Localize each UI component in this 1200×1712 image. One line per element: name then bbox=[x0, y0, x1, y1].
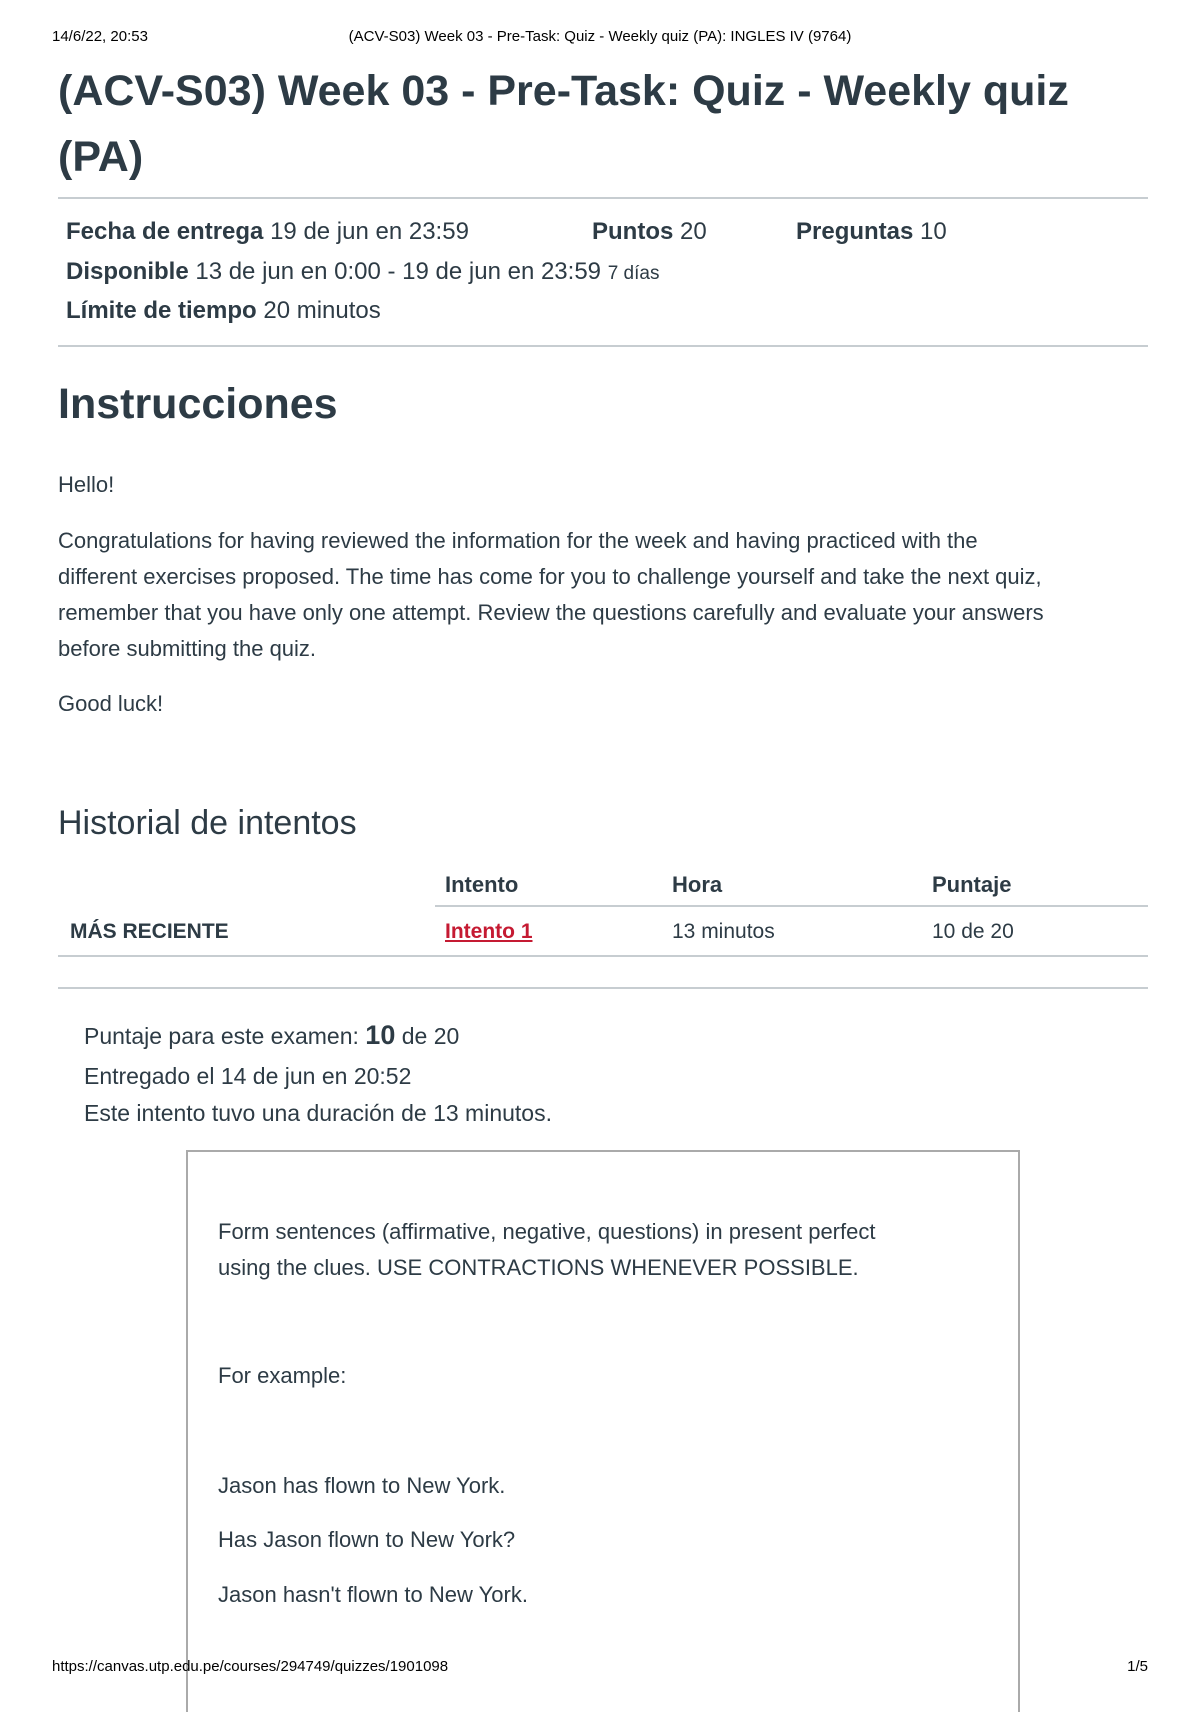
question-example-3: Jason hasn't flown to New York. bbox=[218, 1582, 528, 1607]
points-label: Puntos bbox=[592, 218, 674, 245]
attempt-link[interactable]: Intento 1 bbox=[445, 920, 533, 943]
meta-questions bbox=[796, 218, 947, 246]
score-prefix: Puntaje para este examen: bbox=[84, 1023, 359, 1049]
question-example-label: For example: bbox=[218, 1363, 347, 1388]
history-header-divider bbox=[435, 905, 1148, 907]
instructions-closing: Good luck! bbox=[58, 691, 164, 716]
instructions-greeting: Hello! bbox=[58, 472, 115, 497]
page-title: (ACV-S03) Week 03 - Pre-Task: Quiz - Weekly quiz (PA) bbox=[58, 67, 1069, 181]
question-instruction-line-2: using the clues. USE CONTRACTIONS WHENEVER POSSIBLE. bbox=[218, 1255, 859, 1280]
meta-available bbox=[66, 258, 659, 286]
print-title: (ACV-S03) Week 03 - Pre-Task: Quiz - Weekly quiz (PA): INGLES IV (9764) bbox=[348, 28, 852, 45]
score-suffix: de 20 bbox=[401, 1023, 460, 1049]
score-line bbox=[84, 1020, 459, 1051]
history-col-score: Puntaje bbox=[932, 872, 1012, 897]
available-days: 7 días bbox=[607, 263, 660, 284]
questions-value: 10 bbox=[920, 218, 947, 245]
question-example-1: Jason has flown to New York. bbox=[218, 1473, 506, 1498]
history-row-time: 13 minutos bbox=[672, 920, 775, 943]
submitted-line: Entregado el 14 de jun en 20:52 bbox=[84, 1063, 412, 1089]
duration-line: Este intento tuvo una duración de 13 minutos. bbox=[84, 1100, 552, 1126]
available-label: Disponible bbox=[66, 258, 189, 285]
due-value: 19 de jun en 23:59 bbox=[270, 218, 469, 245]
history-row-divider bbox=[58, 955, 1148, 957]
meta-points bbox=[592, 218, 707, 246]
history-col-attempt: Intento bbox=[445, 872, 519, 897]
questions-label: Preguntas bbox=[796, 218, 914, 245]
history-row-score: 10 de 20 bbox=[932, 920, 1014, 943]
time-limit-label: Límite de tiempo bbox=[66, 297, 257, 324]
meta-time-limit bbox=[66, 297, 381, 325]
divider-top bbox=[58, 197, 1148, 199]
question-box bbox=[186, 1150, 1020, 1712]
time-limit-value: 20 minutos bbox=[263, 297, 381, 324]
instructions-line-3: remember that you have only one attempt. Review the questions carefully and evaluate your answers bbox=[58, 600, 1044, 625]
print-page-number: 1/5 bbox=[1127, 1658, 1148, 1675]
meta-due bbox=[66, 218, 469, 246]
due-label: Fecha de entrega bbox=[66, 218, 264, 245]
divider-meta bbox=[58, 345, 1148, 347]
history-row-label: MÁS RECIENTE bbox=[70, 920, 229, 943]
available-value: 13 de jun en 0:00 - 19 de jun en 23:59 bbox=[195, 258, 602, 285]
instructions-line-4: before submitting the quiz. bbox=[58, 636, 317, 661]
score-value: 10 bbox=[365, 1020, 396, 1050]
history-title: Historial de intentos bbox=[58, 804, 357, 842]
print-footer bbox=[52, 1658, 1148, 1678]
print-url: https://canvas.utp.edu.pe/courses/294749/quizzes/1901098 bbox=[52, 1658, 449, 1675]
question-instruction-line-1: Form sentences (affirmative, negative, questions) in present perfect bbox=[218, 1219, 876, 1244]
print-date: 14/6/22, 20:53 bbox=[52, 28, 148, 45]
instructions-line-2: different exercises proposed. The time has come for you to challenge yourself and take the next quiz, bbox=[58, 564, 1042, 589]
print-header bbox=[52, 28, 1148, 48]
divider-score bbox=[58, 987, 1148, 989]
instructions-title: Instrucciones bbox=[58, 380, 338, 428]
history-col-time: Hora bbox=[672, 872, 723, 897]
points-value: 20 bbox=[680, 218, 707, 245]
instructions-line-1: Congratulations for having reviewed the information for the week and having practiced with the bbox=[58, 528, 978, 553]
question-example-2: Has Jason flown to New York? bbox=[218, 1527, 516, 1552]
